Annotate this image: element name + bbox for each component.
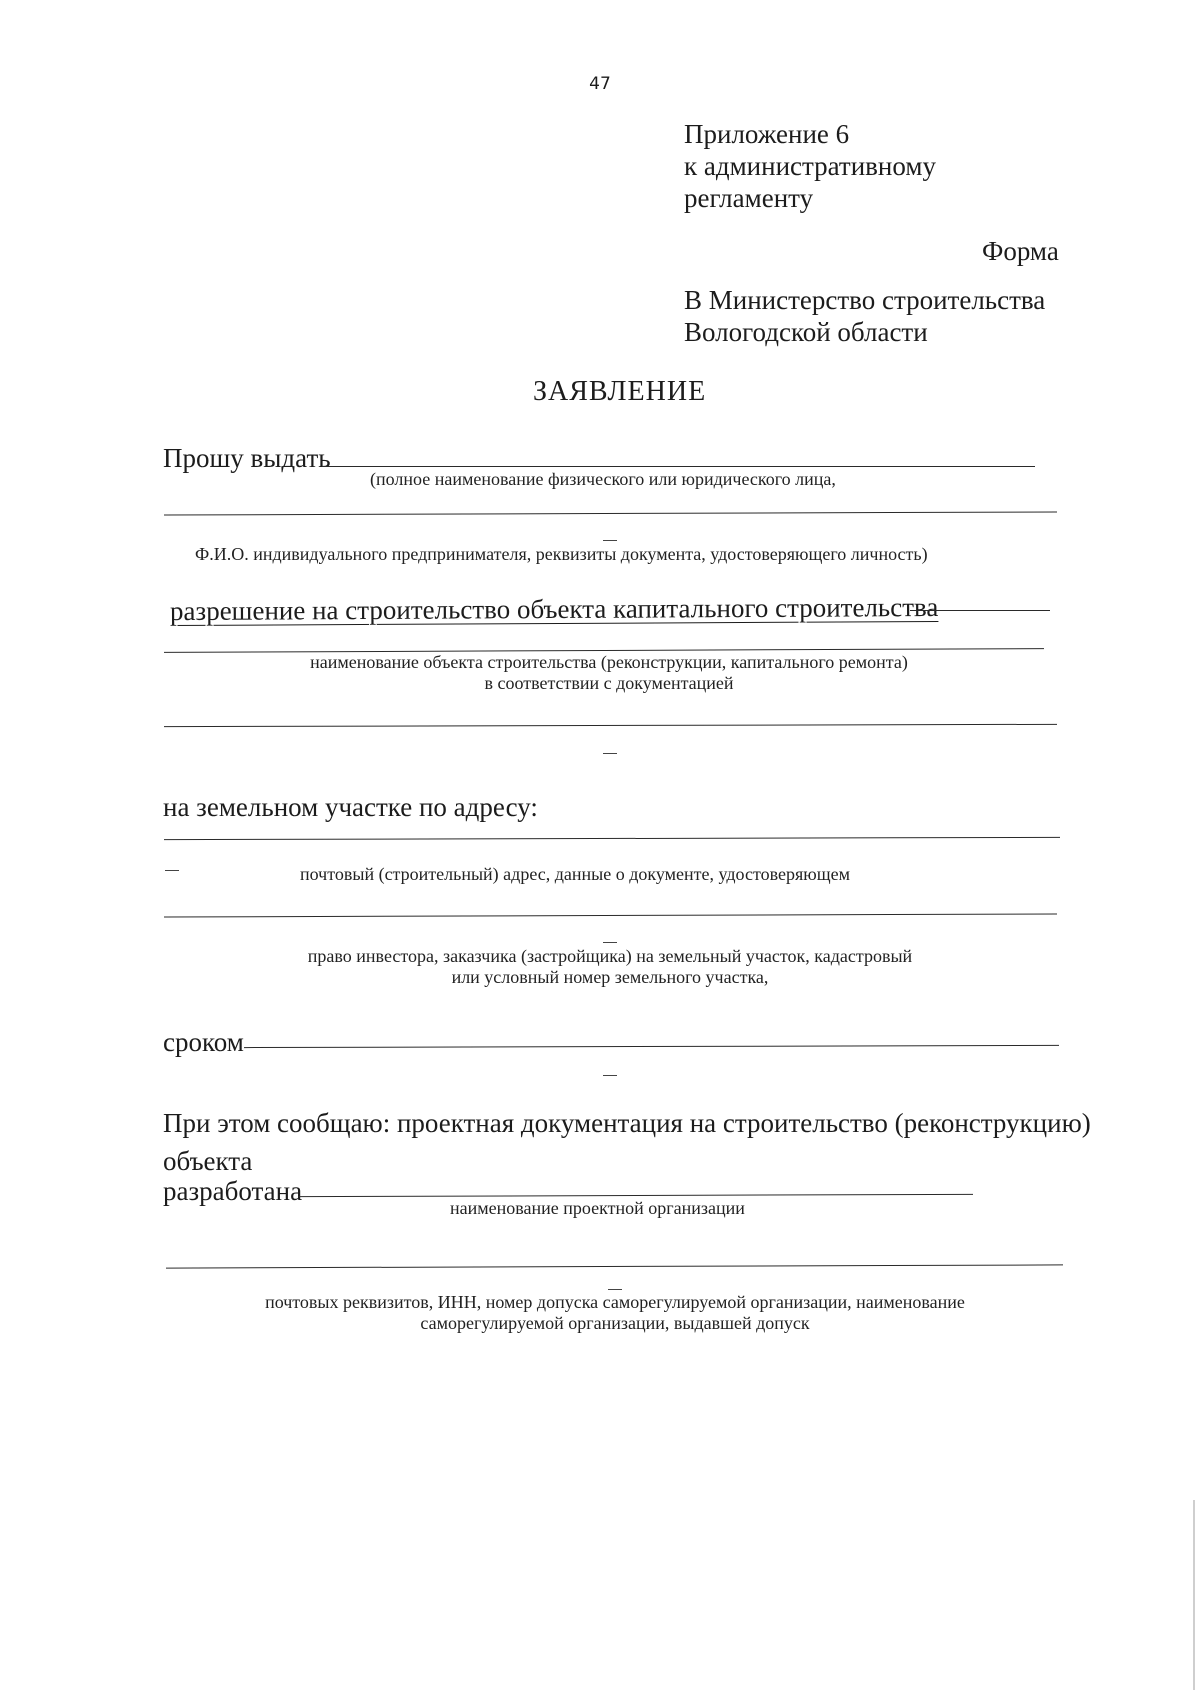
term-line[interactable] — [244, 1045, 1059, 1048]
addressee-line-1: В Министерство строительства — [684, 285, 1046, 315]
document-title: ЗАЯВЛЕНИЕ — [533, 376, 707, 407]
addressee-line-2: Вологодской области — [684, 317, 928, 347]
permit-tail-line[interactable] — [910, 610, 1050, 611]
request-caption-2: Ф.И.О. индивидуального предпринимателя, реквизиты документа, удостоверяющего личность) — [195, 544, 928, 564]
address-line[interactable] — [164, 837, 1060, 840]
address-caption-2 — [250, 946, 970, 988]
request-name-line-2[interactable] — [164, 511, 1057, 515]
dash-mark — [603, 1075, 617, 1076]
scan-edge-artifact — [1193, 1500, 1195, 1690]
request-label: Прошу выдать — [163, 443, 331, 473]
dash-mark — [603, 540, 617, 541]
dash-mark — [603, 753, 617, 754]
design-org-caption-2 — [205, 1292, 1025, 1334]
appendix-heading — [684, 118, 936, 214]
request-caption-1: (полное наименование физического или юридического лица, — [370, 469, 836, 489]
design-org-caption-2-line-2: саморегулируемой организации, выдавшей допуск — [420, 1313, 810, 1333]
design-org-caption-2-line-1: почтовых реквизитов, ИНН, номер допуска саморегулируемой организации, наименование — [265, 1292, 965, 1312]
address-caption-2-line-1: право инвестора, заказчика (застройщика) на земельный участок, кадастровый — [307, 946, 913, 966]
object-caption — [250, 652, 968, 694]
page-number: 47 — [589, 74, 611, 94]
design-statement-line-2: объекта — [163, 1146, 253, 1176]
design-org-caption: наименование проектной организации — [450, 1198, 745, 1218]
form-label: Форма — [982, 236, 1059, 266]
design-org-line-2[interactable] — [166, 1264, 1063, 1268]
design-org-line[interactable] — [298, 1194, 973, 1197]
dash-mark — [608, 1289, 622, 1290]
address-line-2[interactable] — [164, 913, 1057, 917]
permit-filled-text: разрешение на строительство объекта капитального строительства — [169, 591, 939, 627]
object-name-line-2[interactable] — [164, 724, 1057, 727]
appendix-line-1: Приложение 6 — [684, 119, 850, 149]
term-label: сроком — [163, 1027, 244, 1057]
address-caption-1: почтовый (строительный) адрес, данные о документе, удостоверяющем — [300, 864, 850, 884]
design-statement-line-1: При этом сообщаю: проектная документация на строительство (реконструкцию) — [163, 1108, 1091, 1138]
dash-mark — [165, 870, 179, 871]
object-caption-line-1: наименование объекта строительства (реконструкции, капитального ремонта) — [310, 652, 908, 672]
address-caption-2-line-2: или условный номер земельного участка, — [451, 967, 769, 987]
developed-by-label: разработана — [163, 1176, 303, 1206]
object-caption-line-2: в соответствии с документацией — [484, 673, 734, 693]
addressee — [684, 284, 1045, 348]
request-name-line[interactable] — [322, 466, 1035, 467]
dash-mark — [603, 942, 617, 943]
appendix-line-2: к административному — [684, 151, 936, 181]
appendix-line-3: регламенту — [684, 183, 814, 213]
land-plot-label: на земельном участке по адресу: — [163, 792, 538, 822]
